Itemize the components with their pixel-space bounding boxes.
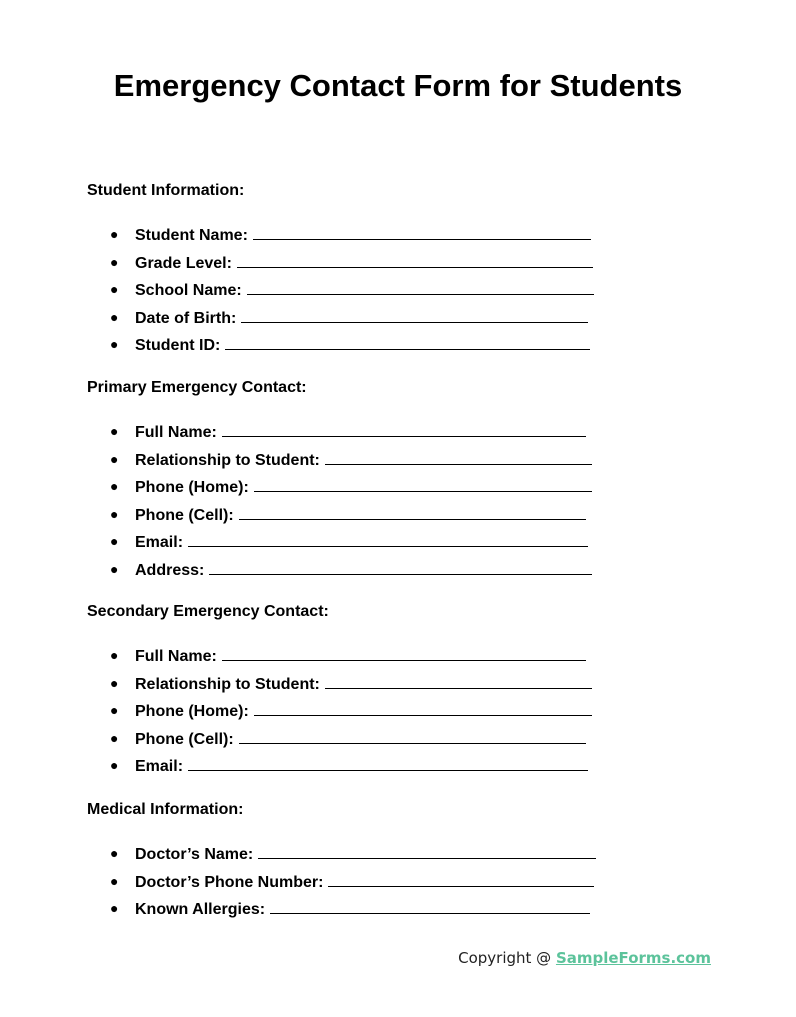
field-list: [87, 843, 727, 926]
section-primary-emergency-contact: [87, 378, 727, 586]
primary-phone-home-blank[interactable]: [254, 476, 592, 492]
field-label: Student ID:: [135, 337, 221, 354]
field-label: Email:: [135, 534, 184, 551]
bullet-icon: ●: [110, 478, 119, 494]
doctor-phone-blank[interactable]: [328, 871, 594, 887]
form-field: [87, 476, 727, 504]
section-heading: Primary Emergency Contact:: [87, 379, 307, 396]
field-label: School Name:: [135, 282, 242, 299]
secondary-email-blank[interactable]: [188, 755, 588, 771]
secondary-phone-home-blank[interactable]: [254, 700, 592, 716]
primary-full-name-blank[interactable]: [222, 421, 586, 437]
bullet-icon: ●: [110, 308, 119, 325]
field-label: Address:: [135, 561, 205, 579]
form-field: [87, 334, 727, 362]
form-field: [87, 559, 727, 587]
bullet-icon: ●: [110, 674, 119, 691]
secondary-relationship-blank[interactable]: [325, 673, 592, 689]
form-field: [87, 531, 727, 559]
bullet-icon: ●: [110, 450, 119, 467]
grade-level-blank[interactable]: [237, 252, 593, 268]
bullet-icon: ●: [110, 702, 119, 718]
field-label: Student Name:: [135, 227, 248, 244]
bullet-icon: ●: [110, 757, 119, 773]
school-name-blank[interactable]: [247, 279, 594, 295]
form-field: [87, 421, 727, 449]
form-field: [87, 252, 727, 280]
section-student-information: [87, 181, 727, 362]
form-field: [87, 871, 727, 899]
page-title: Emergency Contact Form for Students: [113, 68, 683, 103]
form-field: [87, 449, 727, 477]
form-field: [87, 755, 727, 783]
section-heading: Secondary Emergency Contact:: [87, 603, 329, 620]
bullet-icon: ●: [110, 872, 119, 889]
doctor-name-blank[interactable]: [258, 843, 596, 859]
bullet-icon: ●: [110, 533, 119, 549]
primary-email-blank[interactable]: [188, 531, 588, 547]
copyright-text: Copyright @: [458, 949, 552, 967]
copyright-footer: [458, 948, 711, 968]
primary-address-blank[interactable]: [209, 559, 592, 575]
bullet-icon: ●: [110, 505, 119, 522]
section-medical-information: [87, 800, 727, 926]
student-id-blank[interactable]: [225, 334, 590, 350]
bullet-icon: ●: [110, 423, 119, 439]
section-heading: Medical Information:: [87, 801, 244, 818]
bullet-icon: ●: [110, 845, 119, 861]
bullet-icon: ●: [110, 729, 119, 746]
bullet-icon: ●: [110, 336, 119, 352]
section-secondary-emergency-contact: [87, 602, 727, 783]
bullet-icon: ●: [110, 647, 119, 663]
field-label: Known Allergies:: [135, 901, 266, 918]
sampleforms-link[interactable]: SampleForms.com: [555, 949, 711, 967]
bullet-icon: ●: [110, 226, 119, 242]
form-field: [87, 843, 727, 871]
field-list: [87, 421, 727, 586]
field-label: Date of Birth:: [135, 309, 237, 327]
field-label: Doctor’s Name:: [135, 846, 254, 863]
known-allergies-blank[interactable]: [270, 898, 590, 914]
bullet-icon: ●: [110, 560, 119, 577]
form-field: [87, 898, 727, 926]
section-heading: Student Information:: [87, 182, 245, 199]
bullet-icon: ●: [110, 281, 119, 297]
secondary-phone-cell-blank[interactable]: [239, 728, 586, 744]
field-label: Grade Level:: [135, 254, 232, 272]
field-label: Phone (Cell):: [135, 730, 234, 748]
form-field: [87, 224, 727, 252]
field-list: [87, 645, 727, 783]
field-label: Phone (Home):: [135, 479, 249, 496]
form-field: [87, 645, 727, 673]
form-field: [87, 279, 727, 307]
form-field: [87, 504, 727, 532]
field-list: [87, 224, 727, 362]
field-label: Relationship to Student:: [135, 675, 320, 693]
field-label: Full Name:: [135, 424, 217, 441]
secondary-full-name-blank[interactable]: [222, 645, 586, 661]
bullet-icon: ●: [110, 253, 119, 270]
date-of-birth-blank[interactable]: [241, 307, 588, 323]
student-name-blank[interactable]: [253, 224, 591, 240]
bullet-icon: ●: [110, 900, 119, 916]
primary-phone-cell-blank[interactable]: [239, 504, 586, 520]
field-label: Phone (Cell):: [135, 506, 234, 524]
field-label: Phone (Home):: [135, 703, 249, 720]
field-label: Email:: [135, 758, 184, 775]
primary-relationship-blank[interactable]: [325, 449, 592, 465]
field-label: Relationship to Student:: [135, 451, 320, 469]
field-label: Full Name:: [135, 648, 217, 665]
form-field: [87, 673, 727, 701]
field-label: Doctor’s Phone Number:: [135, 873, 324, 891]
form-field: [87, 700, 727, 728]
form-field: [87, 728, 727, 756]
form-field: [87, 307, 727, 335]
